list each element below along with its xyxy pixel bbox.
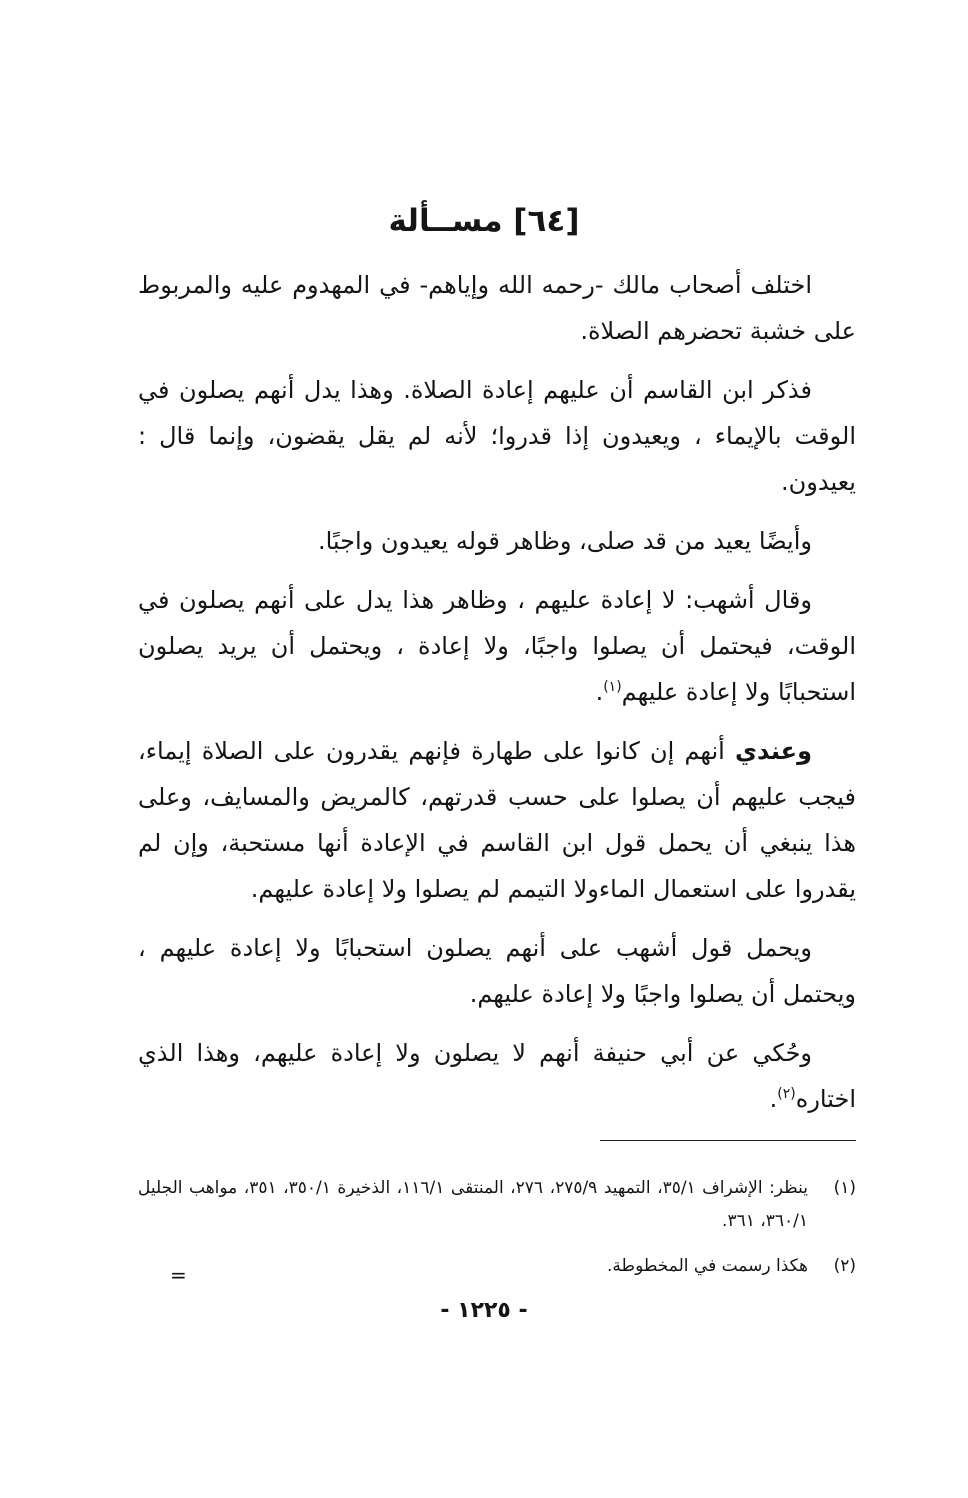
paragraph-7 <box>138 1030 856 1122</box>
paragraph-4 <box>138 577 856 715</box>
paragraph-7-end: . <box>769 1085 778 1113</box>
paragraph-5 <box>138 728 856 912</box>
paragraph-5-lead-word: وعندي <box>735 737 812 765</box>
footnote-ref-2: (٢) <box>777 1086 796 1102</box>
paragraph-5-text: أنهم إن كانوا على طهارة فإنهم يقدرون على الصلاة إيماء، فيجب عليهم أن يصلوا على حسب قدرتهم، كالمريض والمسايف، وعلى هذا ينبغي أن يحمل قول ابن القاسم في الإعادة أنها مستحبة، وإن لم يقدروا على استعمال الماءولا التيمم لم يصلوا ولا إعادة عليهم. <box>138 737 856 903</box>
footnote-1-number: (١) <box>833 1178 856 1198</box>
body-text <box>138 262 856 1135</box>
footnote-2-number: (٢) <box>833 1256 856 1276</box>
footnotes <box>138 1172 856 1295</box>
continuation-mark: = <box>170 1263 187 1287</box>
page-title: [٦٤] مســألة <box>388 203 580 239</box>
paragraph-7-text: وحُكي عن أبي حنيفة أنهم لا يصلون ولا إعادة عليهم، وهذا الذي اختاره <box>138 1039 856 1113</box>
paragraph-4-text: وقال أشهب: لا إعادة عليهم ، وظاهر هذا يدل على أنهم يصلون في الوقت، فيحتمل أن يصلوا واجبًا، ولا إعادة ، ويحتمل أن يريد يصلون استحبابًا ولا إعادة عليهم <box>138 586 856 706</box>
paragraph-6: ويحمل قول أشهب على أنهم يصلون استحبابًا ولا إعادة عليهم ، ويحتمل أن يصلوا واجبًا ولا إعادة عليهم. <box>138 934 856 1008</box>
footnote-2 <box>138 1250 856 1283</box>
paragraph-4-end: . <box>595 678 604 706</box>
footnote-divider <box>600 1140 856 1141</box>
footnote-ref-1: (١) <box>603 679 622 695</box>
paragraph-3: وأيضًا يعيد من قد صلى، وظاهر قوله يعيدون واجبًا. <box>317 527 812 555</box>
footnote-2-text: هكذا رسمت في المخطوطة. <box>607 1256 808 1276</box>
paragraph-1: اختلف أصحاب مالك -رحمه الله وإياهم- في المهدوم عليه والمربوط على خشبة تحضرهم الصلاة. <box>138 271 856 345</box>
paragraph-2: فذكر ابن القاسم أن عليهم إعادة الصلاة. وهذا يدل أنهم يصلون في الوقت بالإيماء ، ويعيدون إذا قدروا؛ لأنه لم يقل يقضون، وإنما قال : يعيدون. <box>138 376 856 496</box>
footnote-1 <box>138 1172 856 1238</box>
footnote-1-text: ينظر: الإشراف ٣٥/١، التمهيد ٢٧٥/٩، ٢٧٦، المنتقى ١١٦/١، الذخيرة ٣٥٠/١، ٣٥١، مواهب الجليل ٣٦٠/١، ٣٦١. <box>138 1178 808 1231</box>
page-number: - ١٢٢٥ - <box>440 1298 528 1323</box>
